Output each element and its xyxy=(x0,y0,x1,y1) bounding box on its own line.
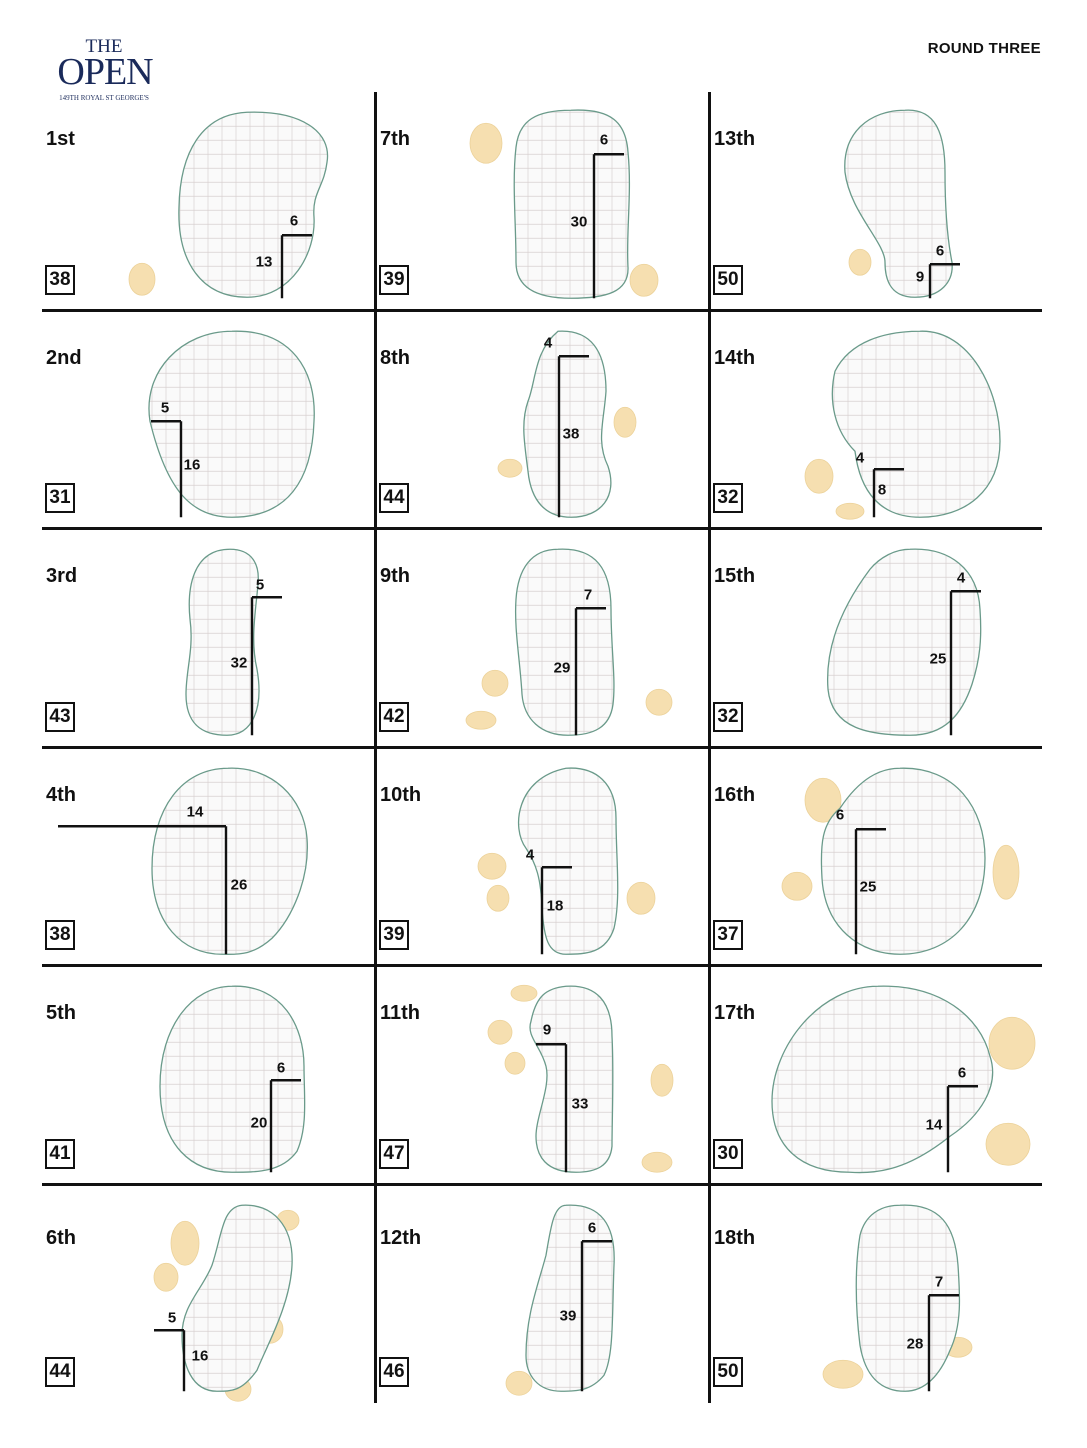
pin-total-box: 31 xyxy=(45,483,75,513)
row-divider xyxy=(42,527,1042,530)
pin-total-box: 47 xyxy=(379,1139,409,1169)
distance-from-front: 25 xyxy=(929,650,947,668)
row-divider xyxy=(42,964,1042,967)
bunker-shape xyxy=(805,459,833,493)
green-diagram xyxy=(710,311,1042,530)
hole-name: 12th xyxy=(380,1226,422,1249)
hole-cell xyxy=(42,748,374,967)
distance-from-front: 16 xyxy=(183,455,201,473)
bunker-shape xyxy=(627,882,655,914)
green-grid xyxy=(710,529,1042,747)
distance-from-edge: 4 xyxy=(525,845,535,863)
green-grid xyxy=(42,966,374,1184)
distance-from-front: 9 xyxy=(915,268,925,286)
bunker-shape xyxy=(836,503,864,519)
distance-from-front: 32 xyxy=(230,654,248,672)
bunker-shape xyxy=(849,249,871,275)
pin-total-box: 37 xyxy=(713,920,743,950)
bunker-shape xyxy=(506,1371,532,1395)
distance-from-front: 13 xyxy=(255,253,273,271)
hole-name: 8th xyxy=(380,346,410,369)
column-divider xyxy=(374,92,377,1403)
bunker-shape xyxy=(614,407,636,437)
bunker-shape xyxy=(782,872,812,900)
green-grid xyxy=(710,92,1042,310)
pin-total-box: 44 xyxy=(45,1357,75,1387)
green-grid xyxy=(42,311,374,529)
hole-name: 14th xyxy=(714,346,756,369)
green-diagram xyxy=(376,1185,708,1404)
bunker-shape xyxy=(646,689,672,715)
bunker-shape xyxy=(986,1123,1030,1165)
green-diagram xyxy=(710,529,1042,748)
distance-from-front: 8 xyxy=(877,480,887,498)
bunker-shape xyxy=(470,123,502,163)
pin-total-box: 42 xyxy=(379,702,409,732)
distance-from-edge: 6 xyxy=(587,1218,597,1236)
hole-cell xyxy=(710,1185,1042,1404)
pin-total-box: 38 xyxy=(45,920,75,950)
hole-name: 10th xyxy=(380,783,422,806)
hole-name: 13th xyxy=(714,128,756,150)
pin-total-box: 39 xyxy=(379,920,409,950)
bunker-shape xyxy=(488,1020,512,1044)
green-grid xyxy=(42,529,374,747)
distance-from-front: 29 xyxy=(553,659,571,677)
distance-from-edge: 4 xyxy=(543,333,553,351)
logo-text-top: THE xyxy=(85,36,123,57)
bunker-shape xyxy=(823,1360,863,1388)
distance-from-front: 16 xyxy=(191,1346,209,1364)
distance-from-edge: 6 xyxy=(599,131,609,149)
bunker-shape xyxy=(993,845,1019,899)
distance-from-front: 25 xyxy=(859,877,877,895)
bunker-shape xyxy=(129,263,155,295)
green-grid xyxy=(710,1185,1042,1403)
round-title: ROUND THREE xyxy=(927,40,1041,57)
distance-from-edge: 4 xyxy=(956,569,966,587)
distance-from-edge: 5 xyxy=(255,576,265,594)
bunker-shape xyxy=(482,670,508,696)
hole-name: 16th xyxy=(714,783,756,806)
green-diagram xyxy=(376,748,708,967)
hole-name: 6th xyxy=(46,1226,76,1249)
bunker-shape xyxy=(511,985,537,1001)
column-divider xyxy=(708,92,711,1403)
distance-from-edge: 6 xyxy=(835,805,845,823)
bunker-shape xyxy=(505,1052,525,1074)
hole-cell xyxy=(376,748,708,967)
green-diagram xyxy=(42,748,374,967)
row-divider xyxy=(42,309,1042,312)
distance-from-front: 28 xyxy=(906,1334,924,1352)
green-grid xyxy=(42,748,374,966)
hole-name: 5th xyxy=(46,1002,76,1024)
hole-cell xyxy=(710,92,1042,311)
distance-from-edge: 7 xyxy=(934,1272,944,1290)
bunker-shape xyxy=(171,1221,199,1265)
green-fill xyxy=(179,112,328,297)
hole-name: 9th xyxy=(380,565,410,587)
bunker-shape xyxy=(487,885,509,911)
pin-total-box: 30 xyxy=(713,1139,743,1169)
green-diagram xyxy=(42,92,374,311)
hole-name: 3rd xyxy=(46,565,78,587)
hole-cell xyxy=(710,311,1042,530)
green-diagram xyxy=(42,529,374,748)
logo-text-sub: 149TH ROYAL ST GEORGE'S xyxy=(59,94,149,102)
hole-cell xyxy=(376,529,708,748)
green-diagram xyxy=(376,966,708,1185)
distance-from-front: 14 xyxy=(925,1116,943,1134)
pin-total-box: 46 xyxy=(379,1357,409,1387)
hole-cell xyxy=(42,92,374,311)
hole-cell xyxy=(376,92,708,311)
green-grid xyxy=(376,311,708,529)
green-diagram xyxy=(376,529,708,748)
pin-total-box: 50 xyxy=(713,265,743,295)
green-grid xyxy=(42,1185,374,1403)
distance-from-edge: 14 xyxy=(186,802,204,820)
distance-from-edge: 5 xyxy=(167,1308,177,1326)
hole-name: 11th xyxy=(380,1002,421,1024)
hole-name: 15th xyxy=(714,565,756,587)
logo-text-main: OPEN xyxy=(57,51,153,93)
hole-name: 17th xyxy=(714,1002,756,1024)
green-diagram xyxy=(42,966,374,1185)
hole-cell xyxy=(376,311,708,530)
green-diagram xyxy=(710,748,1042,967)
pin-total-box: 44 xyxy=(379,483,409,513)
hole-cell xyxy=(42,311,374,530)
green-grid xyxy=(376,1185,708,1403)
bunker-shape xyxy=(154,1263,178,1291)
row-divider xyxy=(42,1183,1042,1186)
pin-total-box: 39 xyxy=(379,265,409,295)
distance-from-edge: 7 xyxy=(583,586,593,604)
green-diagram xyxy=(710,1185,1042,1404)
pin-total-box: 50 xyxy=(713,1357,743,1387)
hole-name: 1st xyxy=(46,128,75,150)
green-diagram xyxy=(710,92,1042,311)
bunker-shape xyxy=(478,853,506,879)
hole-cell xyxy=(376,966,708,1185)
pin-total-box: 32 xyxy=(713,483,743,513)
distance-from-edge: 6 xyxy=(935,242,945,260)
distance-from-edge: 6 xyxy=(289,212,299,230)
pin-total-box: 38 xyxy=(45,265,75,295)
green-diagram xyxy=(42,1185,374,1404)
distance-from-edge: 9 xyxy=(542,1021,552,1039)
hole-cell xyxy=(710,529,1042,748)
hole-cell xyxy=(376,1185,708,1404)
distance-from-front: 30 xyxy=(570,213,588,231)
hole-cell xyxy=(42,966,374,1185)
green-diagram xyxy=(376,311,708,530)
hole-name: 2nd xyxy=(46,346,82,369)
green-grid xyxy=(710,748,1042,966)
distance-from-edge: 6 xyxy=(276,1059,286,1077)
hole-cell xyxy=(42,529,374,748)
distance-from-front: 39 xyxy=(559,1306,577,1324)
distance-from-front: 38 xyxy=(562,424,580,442)
hole-cell xyxy=(42,1185,374,1404)
distance-from-edge: 5 xyxy=(160,398,170,416)
hole-cell xyxy=(710,966,1042,1185)
distance-from-edge: 4 xyxy=(855,448,865,466)
pin-total-box: 41 xyxy=(45,1139,75,1169)
pin-total-box: 43 xyxy=(45,702,75,732)
distance-from-edge: 6 xyxy=(957,1064,967,1082)
bunker-shape xyxy=(630,264,658,296)
bunker-shape xyxy=(989,1017,1035,1069)
distance-from-front: 20 xyxy=(250,1114,268,1132)
green-diagram xyxy=(376,92,708,311)
distance-from-front: 26 xyxy=(230,875,248,893)
hole-name: 4th xyxy=(46,783,76,806)
hole-cell xyxy=(710,748,1042,967)
green-grid xyxy=(42,92,374,310)
bunker-shape xyxy=(498,459,522,477)
hole-name: 7th xyxy=(380,128,410,150)
row-divider xyxy=(42,746,1042,749)
pin-total-box: 32 xyxy=(713,702,743,732)
pin-positions-grid xyxy=(42,92,1042,1412)
green-diagram xyxy=(42,311,374,530)
bunker-shape xyxy=(642,1152,672,1172)
hole-name: 18th xyxy=(714,1226,756,1249)
distance-from-front: 33 xyxy=(571,1095,589,1113)
green-diagram xyxy=(710,966,1042,1185)
bunker-shape xyxy=(466,711,496,729)
distance-from-front: 18 xyxy=(546,896,564,914)
bunker-shape xyxy=(651,1064,673,1096)
